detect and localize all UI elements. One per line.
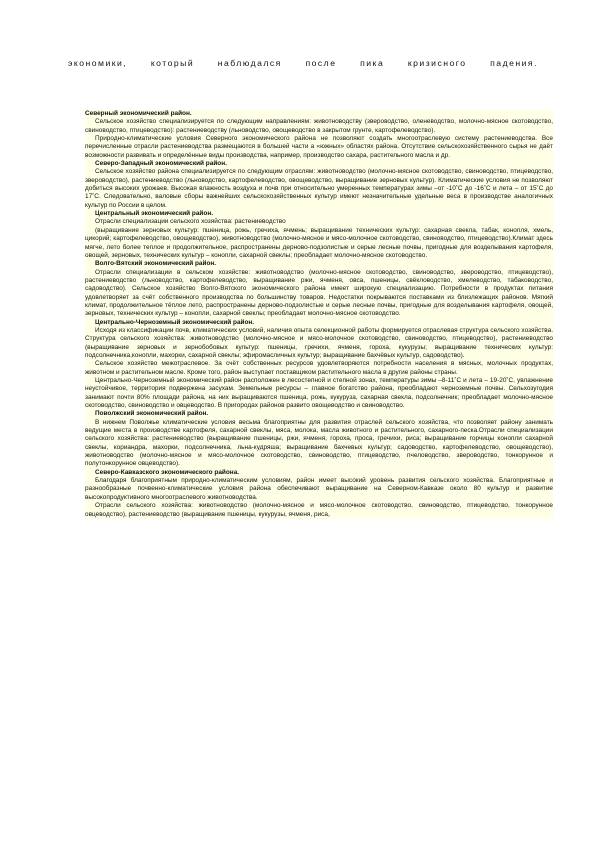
section-heading: Северо-Западный экономический район. <box>95 160 227 168</box>
paragraph: Благодаря благоприятным природно-климатическим условиям, район имеет высокий уровень развития сельского хозяйства. Благоприятные и разнообразные почвенно-климатические условия района обеспечивают выращивание на Северном-Кавказе около 80 культур и развитие высокопродуктивного многоотраслевого животноводства. <box>85 477 553 501</box>
paragraph: Отрасли специализации в сельском хозяйстве: животноводство (молочно-мясное скотоводство, свиноводство, звероводство, птицеводство), растениеводство (льноводство, картофелеводство, выращивание ржи, ячменя, овса, пшеницы, свёкловодство, хмелеводство, табаководство, садоводство). Сельское хозяйство Волго-Вятского экономического района имеет широкую специализацию. Потребности в продуктах питания удовлетворяет за счёт собственного производства по большинству товаров. Недостатки покрываются поставками из близлежащих районов. Мягкий климат, продолжительное тёплое лето, распространены дерново-подзолистые и серые лесные почвы, пригодные для возделывания картофеля, овощей, зерновых, технических культур – конопли, сахарной свеклы; преобладает молочно-мясное скотоводство. <box>85 268 553 318</box>
paragraph: Природно-климатические условия Северного экономического района не позволяют создать многоотраслевую систему растениеводства. Все перечисленные отрасли растениеводства размещаются в большей части а «южных» областях района. Отсутствие сельскохозяйственного сырья не даёт возможности развивать и определённые виды производства, например, производство сахара, растительного масла и др. <box>85 135 553 159</box>
top-word: наблюдался <box>217 58 282 68</box>
top-line <box>68 58 538 68</box>
top-word: падения. <box>490 58 538 68</box>
section-heading: Центрально-Черноземный экономический район. <box>95 318 255 326</box>
paragraph: Исходя из классификации почв, климатических условий, наличия опыта селекционной работы формируется отраслевая структура сельского хозяйства. Структура сельского хозяйства: животноводство (молочно-мясное и мясо-молочное скотоводство, свиноводство, птицеводство), растениеводство (выращивание зерновых и зернобобовых культур: пшеницы, гречихи, ячменя, гороха, кукурузы; выращивание технических культур: подсолнечника,конопли, махорки, сахарной свеклы; эфиромасличных культур; выращивание бахчёвых культур, садоводство). <box>85 326 553 359</box>
section-heading: Волго-Вятский экономический район. <box>95 260 217 268</box>
paragraph: Отрасли специализации сельского хозяйства: растениеводство <box>95 218 286 226</box>
section-heading: Северный экономический район. <box>85 110 192 117</box>
paragraph: (выращивание зерновых культур: пшеница, рожь, гречиха, ячмень; выращивание технических культур: сахарная свекла, табак, конопля, хмель, цикорий; картофелеводство, овощеводство), животноводство (молочно-мясное и мясо-молочное скотоводство, свиноводство, птицеводство).Климат здесь мягче, лето более теплое и продолжительное, распространены дерново-подзолистые и серые лесные почвы, пригодные для возделывания картофеля, овощей, зерновых, технических культур – конопли, сахарной свеклы; преобладает молочно-мясное скотоводство. <box>85 226 553 259</box>
paragraph: Отрасли сельского хозяйства: животноводство (молочно-мясное и мясо-молочное скотоводство, свиноводство, птицеводство, тонкорунное овцеводство), растениеводство (выращивание пшеницы, кукурузы, ячменя, риса, <box>85 502 553 518</box>
section-heading: Поволжский экономический район. <box>95 410 209 418</box>
top-word: после <box>305 58 337 68</box>
paragraph: Сельское хозяйство межотраслевое. За счёт собственных ресурсов удовлетворяются потребности населения в мясных, молочных продуктах, животном и растительном масле. Кроме того, район выступает поставщиком растительного масла в другие районы страны. <box>85 360 553 376</box>
top-word: кризисного <box>407 58 467 68</box>
document-body <box>85 110 553 519</box>
paragraph: Сельское хозяйство специализируется по следующим направлениям: животноводству (звероводство, оленеводство, молочно-мясное скотоводство, свиноводство, птицеводство): растениеводству (льноводство, овощеводство в закрытом грунте, картофелеводство). <box>85 118 553 134</box>
top-word: который <box>150 58 195 68</box>
paragraph: В нижнем Поволжье климатические условия весьма благоприятны для развития отраслей сельского хозяйства, что позволяет району занимать ведущие места в производстве картофеля, сахарной свеклы, мяса, молока, масла животного и растительного, сахарного-песка.Отрасли специализации сельского хозяйства: растениеводство (выращивание пшеницы, ржи, ячменя, гороха, проса, гречихи, риса; выращивание горчицы конопли сахарной свеклы, кориандра, махорки, подсолнечника, льна-кудряша; выращивание бахчевых культур; садоводство, картофелеводство, овощеводство), животноводство (молочно-мясное и мясо-молочное скотоводство, свиноводство, птицеводство, пчеловодство, звероводство, тонкорунное и полутонкорунное овцеводство). <box>85 418 553 468</box>
paragraph: Сельское хозяйство района специализируется по следующим отраслям: животноводство (молочно-мясное скотоводство, свиноводство, птицеводство, звероводство), растениеводство (льноводство, картофелеводство, овощеводство, выращивание зерновых культур). Климатические условия не позволяют добиться высоких урожаев. Высокая влажность воздуха и почв при относительно умеренных температурах зимы –от -10˚С до -16˚С и лета – от 15˚С до 17˚С. Следовательно, валовые сборы важнейших сельскохозяйственных культур имеют незначительные удельные веса в производстве аналогичных культур по России в целом. <box>85 168 553 209</box>
paragraph: Центрально-Черноземный экономический район расположен в лесостепной и степной зонах, температуры зимы –8-11˚С и лета – 19-20˚С, увлажнение неустойчивое, территория подвержена засухам. Земельные ресурсы – главное богатство района, преобладают черноземные почвы. Сельхозугодия занимают почти 80% площади района, на них выращиваются пшеница, рожь, кукуруза, сахарная свекла, подсолнечник; преобладает молочно-мясное скотоводство, свиноводство и овцеводство. В пригородах районов развито овощеводство и свиноводство. <box>85 377 553 410</box>
top-word: пика <box>360 58 385 68</box>
section-heading: Северо-Кавказского экономического района. <box>95 468 240 476</box>
top-word: экономики, <box>68 58 128 68</box>
section-heading: Центральный экономический район. <box>95 210 213 218</box>
